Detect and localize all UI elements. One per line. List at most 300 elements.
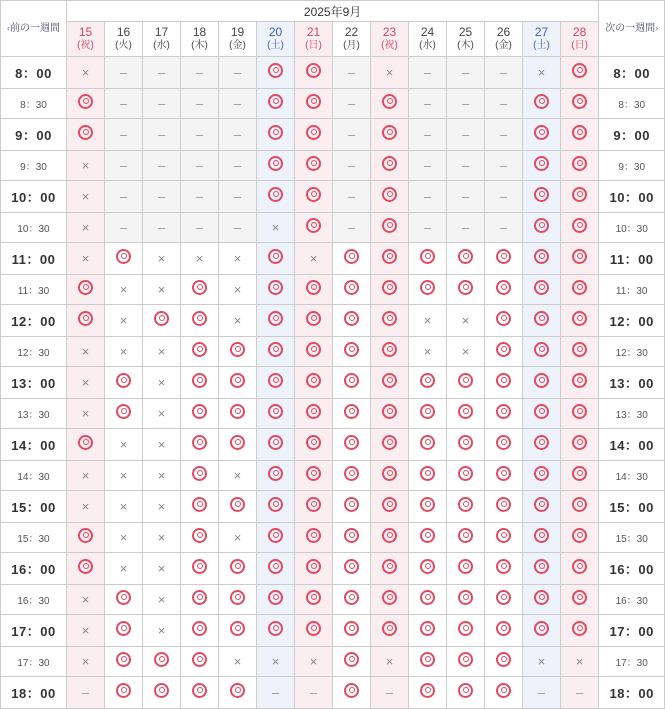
slot-cell[interactable] bbox=[523, 151, 561, 181]
slot-cell[interactable] bbox=[561, 337, 599, 367]
slot-cell[interactable] bbox=[257, 491, 295, 523]
slot-cell[interactable] bbox=[523, 523, 561, 553]
slot-cell[interactable] bbox=[371, 243, 409, 275]
slot-cell[interactable] bbox=[67, 523, 105, 553]
day-number: 20 bbox=[268, 25, 283, 40]
available-icon bbox=[534, 466, 549, 481]
slot-cell[interactable] bbox=[143, 677, 181, 709]
slot-cell[interactable] bbox=[295, 57, 333, 89]
table-row bbox=[1, 151, 665, 181]
slot-cell[interactable] bbox=[181, 523, 219, 553]
slot-cell[interactable] bbox=[295, 399, 333, 429]
slot-cell[interactable] bbox=[447, 243, 485, 275]
slot-cell[interactable] bbox=[181, 585, 219, 615]
slot-cell[interactable] bbox=[181, 553, 219, 585]
slot-cell[interactable] bbox=[333, 615, 371, 647]
available-icon bbox=[116, 652, 131, 667]
slot-cell[interactable] bbox=[295, 305, 333, 337]
slot-cell[interactable] bbox=[485, 615, 523, 647]
slot-cell bbox=[447, 305, 485, 337]
unavailable-icon: × bbox=[157, 281, 166, 297]
slot-cell[interactable] bbox=[333, 429, 371, 461]
slot-cell[interactable] bbox=[561, 89, 599, 119]
available-icon bbox=[306, 280, 321, 295]
slot-cell bbox=[447, 57, 485, 89]
available-icon bbox=[420, 621, 435, 636]
slot-cell[interactable] bbox=[181, 367, 219, 399]
slot-cell bbox=[67, 677, 105, 709]
slot-cell[interactable] bbox=[409, 243, 447, 275]
slot-cell bbox=[409, 151, 447, 181]
unavailable-icon: × bbox=[233, 281, 242, 297]
slot-cell[interactable] bbox=[409, 647, 447, 677]
slot-cell bbox=[219, 151, 257, 181]
slot-cell bbox=[523, 677, 561, 709]
closed-icon: – bbox=[461, 95, 470, 111]
slot-cell[interactable] bbox=[485, 275, 523, 305]
slot-cell[interactable] bbox=[257, 461, 295, 491]
slot-cell[interactable] bbox=[143, 647, 181, 677]
slot-cell[interactable] bbox=[561, 367, 599, 399]
available-icon bbox=[496, 497, 511, 512]
slot-cell[interactable] bbox=[257, 305, 295, 337]
closed-icon: – bbox=[461, 188, 470, 204]
day-weekday: (月) bbox=[343, 40, 360, 52]
slot-cell[interactable] bbox=[333, 399, 371, 429]
available-icon bbox=[534, 249, 549, 264]
slot-cell[interactable] bbox=[523, 367, 561, 399]
slot-cell[interactable] bbox=[295, 585, 333, 615]
closed-icon: – bbox=[119, 157, 128, 173]
slot-cell[interactable] bbox=[523, 399, 561, 429]
slot-cell[interactable] bbox=[523, 491, 561, 523]
slot-cell[interactable] bbox=[523, 429, 561, 461]
slot-cell[interactable] bbox=[333, 553, 371, 585]
slot-cell[interactable] bbox=[257, 337, 295, 367]
slot-cell[interactable] bbox=[485, 523, 523, 553]
available-icon bbox=[268, 280, 283, 295]
slot-cell[interactable] bbox=[447, 367, 485, 399]
slot-cell[interactable] bbox=[333, 367, 371, 399]
slot-cell[interactable] bbox=[523, 585, 561, 615]
closed-icon: – bbox=[423, 188, 432, 204]
unavailable-icon: × bbox=[119, 436, 128, 452]
slot-cell[interactable] bbox=[371, 553, 409, 585]
available-icon bbox=[192, 342, 207, 357]
unavailable-icon: × bbox=[309, 653, 318, 669]
slot-cell[interactable] bbox=[371, 275, 409, 305]
slot-cell[interactable] bbox=[219, 553, 257, 585]
slot-cell bbox=[67, 647, 105, 677]
slot-cell[interactable] bbox=[105, 367, 143, 399]
available-icon bbox=[306, 156, 321, 171]
slot-cell[interactable] bbox=[257, 89, 295, 119]
slot-cell[interactable] bbox=[447, 275, 485, 305]
unavailable-icon: × bbox=[81, 622, 90, 638]
slot-cell[interactable] bbox=[371, 151, 409, 181]
slot-cell[interactable] bbox=[485, 647, 523, 677]
slot-cell[interactable] bbox=[447, 429, 485, 461]
slot-cell[interactable] bbox=[561, 243, 599, 275]
slot-cell bbox=[67, 399, 105, 429]
slot-cell[interactable] bbox=[371, 337, 409, 367]
slot-cell[interactable] bbox=[295, 119, 333, 151]
slot-cell[interactable] bbox=[181, 275, 219, 305]
slot-cell[interactable] bbox=[105, 677, 143, 709]
slot-cell[interactable] bbox=[523, 181, 561, 213]
slot-cell[interactable] bbox=[295, 213, 333, 243]
slot-cell bbox=[409, 57, 447, 89]
available-icon bbox=[268, 156, 283, 171]
slot-cell[interactable] bbox=[485, 553, 523, 585]
table-row bbox=[1, 429, 665, 461]
closed-icon: – bbox=[499, 188, 508, 204]
unavailable-icon: × bbox=[233, 250, 242, 266]
available-icon bbox=[192, 373, 207, 388]
available-icon bbox=[306, 311, 321, 326]
slot-cell[interactable] bbox=[333, 243, 371, 275]
unavailable-icon: × bbox=[461, 343, 470, 359]
slot-cell[interactable] bbox=[67, 119, 105, 151]
available-icon bbox=[192, 311, 207, 326]
slot-cell[interactable] bbox=[219, 615, 257, 647]
slot-cell[interactable] bbox=[523, 213, 561, 243]
available-icon bbox=[268, 311, 283, 326]
slot-cell bbox=[333, 151, 371, 181]
slot-cell[interactable] bbox=[409, 677, 447, 709]
prev-week-button[interactable] bbox=[1, 1, 67, 57]
available-icon bbox=[534, 342, 549, 357]
slot-cell[interactable] bbox=[447, 585, 485, 615]
slot-cell[interactable] bbox=[447, 647, 485, 677]
available-icon bbox=[154, 311, 169, 326]
slot-cell[interactable] bbox=[371, 615, 409, 647]
slot-cell[interactable] bbox=[371, 523, 409, 553]
available-icon bbox=[458, 466, 473, 481]
slot-cell[interactable] bbox=[485, 461, 523, 491]
slot-cell[interactable] bbox=[295, 151, 333, 181]
slot-cell bbox=[67, 181, 105, 213]
slot-cell[interactable] bbox=[485, 677, 523, 709]
available-icon bbox=[572, 342, 587, 357]
slot-cell[interactable] bbox=[409, 615, 447, 647]
day-number: 18 bbox=[192, 25, 207, 40]
slot-cell[interactable] bbox=[295, 429, 333, 461]
slot-cell[interactable] bbox=[67, 553, 105, 585]
slot-cell[interactable] bbox=[523, 553, 561, 585]
slot-cell bbox=[143, 337, 181, 367]
slot-cell[interactable] bbox=[67, 89, 105, 119]
slot-cell[interactable] bbox=[561, 305, 599, 337]
unavailable-icon: × bbox=[157, 622, 166, 638]
slot-cell[interactable] bbox=[333, 275, 371, 305]
slot-cell[interactable] bbox=[181, 491, 219, 523]
slot-cell[interactable] bbox=[295, 367, 333, 399]
slot-cell[interactable] bbox=[105, 243, 143, 275]
slot-cell[interactable] bbox=[409, 491, 447, 523]
available-icon bbox=[382, 590, 397, 605]
slot-cell[interactable] bbox=[295, 491, 333, 523]
slot-cell[interactable] bbox=[485, 399, 523, 429]
slot-cell[interactable] bbox=[409, 399, 447, 429]
slot-cell[interactable] bbox=[561, 275, 599, 305]
unavailable-icon: × bbox=[157, 250, 166, 266]
time-label-left: 16：00 bbox=[1, 553, 67, 585]
day-number: 19 bbox=[230, 25, 245, 40]
slot-cell[interactable] bbox=[257, 367, 295, 399]
slot-cell[interactable] bbox=[371, 181, 409, 213]
slot-cell[interactable] bbox=[333, 491, 371, 523]
slot-cell[interactable] bbox=[523, 119, 561, 151]
table-row bbox=[1, 181, 665, 213]
slot-cell[interactable] bbox=[219, 429, 257, 461]
available-icon bbox=[496, 311, 511, 326]
slot-cell[interactable] bbox=[409, 553, 447, 585]
slot-cell[interactable] bbox=[333, 337, 371, 367]
available-icon bbox=[78, 280, 93, 295]
slot-cell[interactable] bbox=[143, 305, 181, 337]
slot-cell[interactable] bbox=[561, 523, 599, 553]
slot-cell[interactable] bbox=[523, 89, 561, 119]
slot-cell[interactable] bbox=[371, 461, 409, 491]
slot-cell[interactable] bbox=[181, 615, 219, 647]
slot-cell bbox=[561, 677, 599, 709]
slot-cell[interactable] bbox=[371, 89, 409, 119]
slot-cell[interactable] bbox=[105, 615, 143, 647]
slot-cell[interactable] bbox=[219, 491, 257, 523]
slot-cell[interactable] bbox=[333, 585, 371, 615]
slot-cell[interactable] bbox=[371, 399, 409, 429]
slot-cell[interactable] bbox=[485, 367, 523, 399]
closed-icon: – bbox=[195, 64, 204, 80]
slot-cell[interactable] bbox=[181, 429, 219, 461]
slot-cell[interactable] bbox=[371, 491, 409, 523]
slot-cell[interactable] bbox=[561, 181, 599, 213]
available-icon bbox=[306, 590, 321, 605]
slot-cell bbox=[67, 213, 105, 243]
closed-icon: – bbox=[499, 95, 508, 111]
slot-cell[interactable] bbox=[447, 491, 485, 523]
available-icon bbox=[496, 652, 511, 667]
slot-cell[interactable] bbox=[447, 677, 485, 709]
slot-cell[interactable] bbox=[67, 305, 105, 337]
slot-cell[interactable] bbox=[295, 461, 333, 491]
available-icon bbox=[420, 528, 435, 543]
slot-cell bbox=[371, 647, 409, 677]
slot-cell[interactable] bbox=[561, 399, 599, 429]
slot-cell[interactable] bbox=[295, 181, 333, 213]
slot-cell[interactable] bbox=[561, 461, 599, 491]
slot-cell[interactable] bbox=[105, 647, 143, 677]
slot-cell[interactable] bbox=[523, 461, 561, 491]
available-icon bbox=[306, 404, 321, 419]
slot-cell bbox=[67, 57, 105, 89]
slot-cell[interactable] bbox=[485, 337, 523, 367]
available-icon bbox=[458, 528, 473, 543]
slot-cell bbox=[143, 275, 181, 305]
slot-cell[interactable] bbox=[409, 275, 447, 305]
slot-cell[interactable] bbox=[257, 429, 295, 461]
slot-cell[interactable] bbox=[67, 429, 105, 461]
slot-cell[interactable] bbox=[561, 615, 599, 647]
slot-cell[interactable] bbox=[219, 367, 257, 399]
available-icon bbox=[458, 280, 473, 295]
slot-cell[interactable] bbox=[561, 429, 599, 461]
slot-cell[interactable] bbox=[295, 89, 333, 119]
slot-cell[interactable] bbox=[447, 553, 485, 585]
slot-cell[interactable] bbox=[371, 213, 409, 243]
slot-cell[interactable] bbox=[105, 585, 143, 615]
slot-cell[interactable] bbox=[219, 337, 257, 367]
available-icon bbox=[192, 528, 207, 543]
day-header-27 bbox=[523, 22, 561, 57]
time-label-left: 9：00 bbox=[1, 119, 67, 151]
slot-cell[interactable] bbox=[257, 243, 295, 275]
slot-cell[interactable] bbox=[257, 523, 295, 553]
available-icon bbox=[116, 373, 131, 388]
slot-cell[interactable] bbox=[561, 119, 599, 151]
slot-cell[interactable] bbox=[561, 213, 599, 243]
slot-cell bbox=[143, 181, 181, 213]
available-icon bbox=[192, 435, 207, 450]
slot-cell[interactable] bbox=[371, 367, 409, 399]
slot-cell[interactable] bbox=[371, 119, 409, 151]
slot-cell[interactable] bbox=[257, 151, 295, 181]
time-label-right: 13：30 bbox=[599, 399, 665, 429]
available-icon bbox=[534, 528, 549, 543]
slot-cell[interactable] bbox=[485, 585, 523, 615]
day-weekday: (祝) bbox=[77, 40, 94, 52]
slot-cell[interactable] bbox=[447, 615, 485, 647]
slot-cell[interactable] bbox=[333, 677, 371, 709]
slot-cell[interactable] bbox=[409, 585, 447, 615]
slot-cell[interactable] bbox=[257, 275, 295, 305]
slot-cell[interactable] bbox=[181, 337, 219, 367]
time-label-right: 10：00 bbox=[599, 181, 665, 213]
available-icon bbox=[496, 373, 511, 388]
slot-cell[interactable] bbox=[257, 57, 295, 89]
slot-cell[interactable] bbox=[257, 399, 295, 429]
available-icon bbox=[572, 156, 587, 171]
slot-cell[interactable] bbox=[409, 429, 447, 461]
slot-cell[interactable] bbox=[295, 615, 333, 647]
available-icon bbox=[572, 94, 587, 109]
slot-cell[interactable] bbox=[409, 523, 447, 553]
slot-cell[interactable] bbox=[295, 337, 333, 367]
slot-cell[interactable] bbox=[333, 523, 371, 553]
slot-cell[interactable] bbox=[181, 677, 219, 709]
slot-cell[interactable] bbox=[333, 461, 371, 491]
available-icon bbox=[306, 125, 321, 140]
slot-cell[interactable] bbox=[485, 429, 523, 461]
closed-icon: – bbox=[157, 126, 166, 142]
slot-cell[interactable] bbox=[257, 585, 295, 615]
day-header-24 bbox=[409, 22, 447, 57]
slot-cell[interactable] bbox=[295, 275, 333, 305]
slot-cell[interactable] bbox=[447, 399, 485, 429]
available-icon bbox=[458, 621, 473, 636]
available-icon bbox=[534, 497, 549, 512]
slot-cell[interactable] bbox=[485, 243, 523, 275]
available-icon bbox=[458, 683, 473, 698]
slot-cell bbox=[181, 57, 219, 89]
slot-cell[interactable] bbox=[295, 523, 333, 553]
unavailable-icon: × bbox=[385, 653, 394, 669]
slot-cell[interactable] bbox=[485, 491, 523, 523]
slot-cell[interactable] bbox=[181, 305, 219, 337]
day-header-17 bbox=[143, 22, 181, 57]
slot-cell bbox=[219, 647, 257, 677]
available-icon bbox=[192, 652, 207, 667]
time-label-right: 17：00 bbox=[599, 615, 665, 647]
closed-icon: – bbox=[423, 95, 432, 111]
slot-cell[interactable] bbox=[523, 337, 561, 367]
slot-cell[interactable] bbox=[447, 523, 485, 553]
slot-cell[interactable] bbox=[561, 585, 599, 615]
slot-cell[interactable] bbox=[523, 305, 561, 337]
unavailable-icon: × bbox=[157, 498, 166, 514]
slot-cell[interactable] bbox=[181, 399, 219, 429]
slot-cell[interactable] bbox=[561, 151, 599, 181]
slot-cell[interactable] bbox=[333, 305, 371, 337]
slot-cell[interactable] bbox=[561, 57, 599, 89]
slot-cell[interactable] bbox=[105, 399, 143, 429]
available-icon bbox=[572, 63, 587, 78]
available-icon bbox=[344, 311, 359, 326]
available-icon bbox=[496, 249, 511, 264]
available-icon bbox=[382, 497, 397, 512]
closed-icon: – bbox=[499, 64, 508, 80]
slot-cell[interactable] bbox=[485, 305, 523, 337]
closed-icon: – bbox=[119, 188, 128, 204]
slot-cell[interactable] bbox=[257, 615, 295, 647]
slot-cell[interactable] bbox=[219, 399, 257, 429]
slot-cell[interactable] bbox=[371, 585, 409, 615]
slot-cell[interactable] bbox=[523, 275, 561, 305]
table-row bbox=[1, 57, 665, 89]
slot-cell[interactable] bbox=[219, 585, 257, 615]
day-header-19 bbox=[219, 22, 257, 57]
slot-cell[interactable] bbox=[257, 181, 295, 213]
slot-cell[interactable] bbox=[371, 305, 409, 337]
time-label-left: 14：00 bbox=[1, 429, 67, 461]
day-number: 28 bbox=[572, 25, 587, 40]
available-icon bbox=[534, 559, 549, 574]
slot-cell[interactable] bbox=[371, 429, 409, 461]
slot-cell[interactable] bbox=[257, 119, 295, 151]
slot-cell[interactable] bbox=[257, 553, 295, 585]
closed-icon: – bbox=[119, 64, 128, 80]
unavailable-icon: × bbox=[233, 312, 242, 328]
slot-cell bbox=[219, 305, 257, 337]
slot-cell[interactable] bbox=[561, 553, 599, 585]
slot-cell[interactable] bbox=[333, 647, 371, 677]
next-week-button[interactable] bbox=[599, 1, 665, 57]
slot-cell[interactable] bbox=[67, 275, 105, 305]
day-weekday: (木) bbox=[191, 40, 208, 52]
slot-cell[interactable] bbox=[523, 243, 561, 275]
slot-cell[interactable] bbox=[219, 677, 257, 709]
slot-cell[interactable] bbox=[409, 367, 447, 399]
slot-cell[interactable] bbox=[409, 461, 447, 491]
slot-body bbox=[1, 57, 665, 709]
slot-cell[interactable] bbox=[181, 461, 219, 491]
slot-cell[interactable] bbox=[523, 615, 561, 647]
slot-cell[interactable] bbox=[181, 647, 219, 677]
slot-cell[interactable] bbox=[447, 461, 485, 491]
slot-cell[interactable] bbox=[295, 553, 333, 585]
slot-cell[interactable] bbox=[561, 491, 599, 523]
